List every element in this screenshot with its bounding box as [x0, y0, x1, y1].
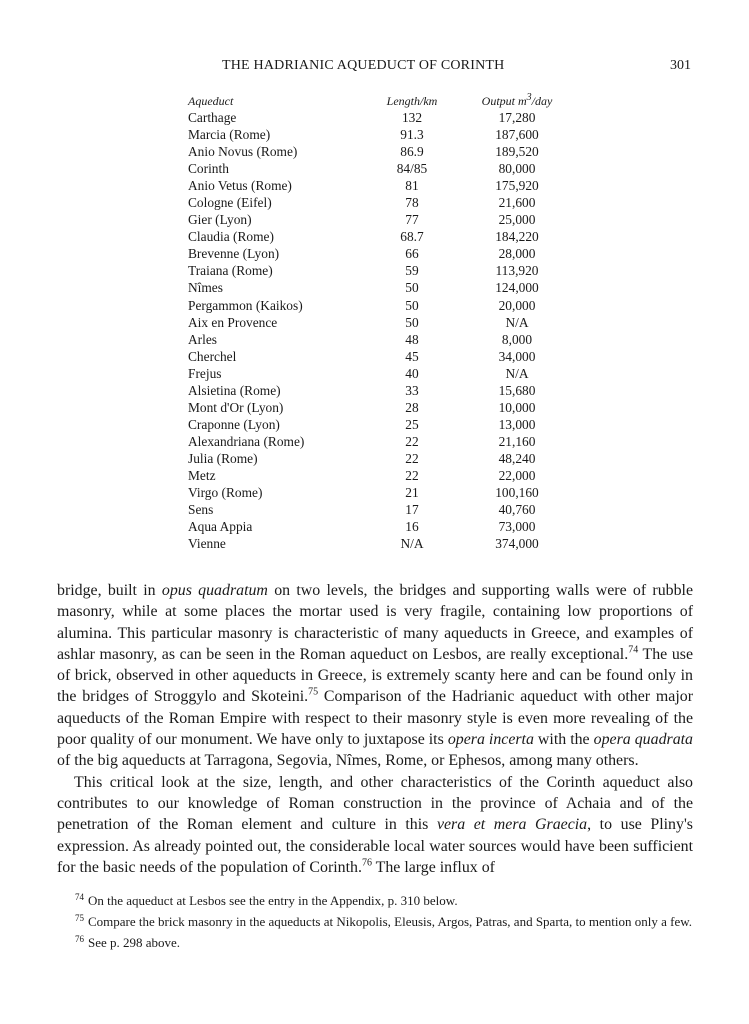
length-cell: 17	[405, 502, 419, 518]
aqueduct-name-cell: Marcia (Rome)	[188, 127, 271, 143]
latin-term: opera incerta	[447, 731, 534, 749]
output-cell: 10,000	[498, 399, 536, 415]
text-run: Comparison of the Hadrianic aqueduct with other major aqueducts of the Roman Empire with respect to their masonry style is even more revealing of the poor quality of our monument. We have only to juxtapose its	[57, 688, 693, 749]
aqueduct-name-cell: Mont d'Or (Lyon)	[188, 399, 284, 415]
table-row	[188, 211, 572, 228]
table-row	[188, 228, 572, 245]
aqueduct-name-cell: Claudia (Rome)	[188, 229, 274, 245]
aqueduct-name-cell: Sens	[188, 502, 214, 518]
table-row	[188, 160, 572, 177]
footnotes	[57, 892, 693, 955]
output-cell: 40,760	[498, 502, 536, 518]
output-cell: 100,160	[495, 485, 539, 501]
output-cell: 17,280	[498, 110, 536, 126]
length-cell: 28	[405, 399, 419, 415]
table-row	[188, 331, 572, 348]
table-row	[188, 399, 572, 416]
output-cell: 187,600	[495, 127, 539, 143]
aqueduct-name-cell: Alexandriana (Rome)	[188, 433, 305, 449]
text-run: This critical look at the size, length, and other characteristics of the Corinth aqueduct also contributes to our knowledge of Roman construction in the province of Achaia and of the penetration of the Roman element and culture in this	[57, 773, 693, 834]
aqueduct-table	[188, 90, 572, 552]
table-row	[188, 450, 572, 467]
output-cell: 25,000	[498, 212, 536, 228]
table-row	[188, 109, 572, 126]
output-cell: N/A	[505, 365, 529, 381]
output-cell: 124,000	[495, 280, 539, 296]
table-row	[188, 262, 572, 279]
length-cell: 68.7	[400, 229, 424, 245]
length-cell: 50	[405, 297, 419, 313]
table-row	[188, 416, 572, 433]
table-row	[188, 194, 572, 211]
table-row	[188, 297, 572, 314]
table-row	[188, 433, 572, 450]
aqueduct-name-cell: Aqua Appia	[188, 519, 253, 535]
latin-term: vera et mera Graecia	[436, 816, 588, 834]
running-title: THE HADRIANIC AQUEDUCT OF CORINTH	[222, 58, 505, 73]
aqueduct-name-cell: Frejus	[188, 365, 222, 381]
length-cell: 33	[405, 382, 419, 398]
aqueduct-name-cell: Cologne (Eifel)	[188, 195, 272, 211]
aqueduct-name-cell: Craponne (Lyon)	[188, 416, 280, 432]
text-run: The large influx of	[371, 858, 495, 876]
table-row	[188, 177, 572, 194]
table-row	[188, 365, 572, 382]
length-cell: N/A	[400, 536, 424, 552]
output-header-exponent: 3	[526, 92, 532, 103]
column-header-length: Length/km	[386, 94, 438, 108]
table-row	[188, 535, 572, 552]
footnote-76	[57, 934, 693, 951]
footnote-74	[57, 892, 693, 909]
table-row	[188, 382, 572, 399]
output-cell: 15,680	[498, 382, 536, 398]
output-header-unit: /day	[531, 94, 553, 108]
paragraph-2	[57, 772, 693, 878]
latin-term: opera quadrata	[593, 731, 693, 749]
aqueduct-name-cell: Julia (Rome)	[188, 450, 258, 466]
length-cell: 40	[405, 365, 419, 381]
length-cell: 50	[405, 280, 419, 296]
footnote-number: 76	[75, 933, 84, 944]
column-header-aqueduct: Aqueduct	[188, 94, 234, 108]
output-cell: 22,000	[498, 468, 536, 483]
aqueduct-name-cell: Aix en Provence	[188, 314, 278, 330]
output-cell: 113,920	[495, 263, 539, 279]
length-cell: 78	[405, 195, 419, 211]
table-row	[188, 279, 572, 296]
aqueduct-name-cell: Vienne	[188, 536, 226, 552]
text-run: The use of brick, observed in other aqueducts in Greece, is extremely scanty here and can be found only in the bridges of Stroggylo and Skoteini.	[57, 645, 693, 706]
text-run: on two levels, the bridges and supporting walls were of rubble masonry, while at some places the mortar used is very fragile, containing low proportions of alumina. This particular masonry is characteristic of many aqueducts in Greece, and examples of ashlar masonry, as can be seen in the Roman aqueduct on Lesbos, are really exceptional.	[57, 582, 694, 663]
table-row	[188, 348, 572, 365]
table-row	[188, 467, 572, 484]
length-cell: 132	[401, 110, 423, 126]
aqueduct-name-cell: Carthage	[188, 110, 237, 126]
footnote-text: On the aqueduct at Lesbos see the entry in the Appendix, p. 310 below.	[88, 893, 458, 908]
footnote-75	[57, 913, 693, 930]
length-cell: 22	[405, 433, 419, 449]
aqueduct-name-cell: Cherchel	[188, 348, 237, 364]
output-cell: 28,000	[498, 246, 536, 262]
paragraph-1	[57, 580, 693, 772]
table-row	[188, 143, 572, 160]
table-row	[188, 518, 572, 535]
body-text	[57, 580, 693, 878]
length-cell: 16	[405, 519, 419, 535]
aqueduct-name-cell: Traiana (Rome)	[188, 263, 273, 279]
output-cell: 184,220	[495, 229, 539, 245]
length-cell: 77	[405, 212, 419, 228]
latin-term: opus quadratum	[161, 582, 268, 599]
aqueduct-name-cell: Gier (Lyon)	[188, 212, 252, 228]
footnote-ref-76[interactable]: 76	[361, 857, 372, 869]
output-header-base: Output m	[481, 94, 527, 108]
table-row	[188, 501, 572, 518]
length-cell: 22	[405, 450, 419, 466]
page-number: 301	[670, 58, 691, 73]
length-cell: 84/85	[396, 161, 428, 177]
output-cell: N/A	[505, 314, 529, 330]
length-cell: 21	[405, 485, 419, 501]
output-cell: 374,000	[495, 536, 539, 552]
column-header-output	[462, 90, 572, 109]
text-run: with the	[533, 731, 594, 749]
output-cell: 34,000	[498, 348, 536, 364]
aqueduct-name-cell: Arles	[188, 331, 218, 347]
output-cell: 175,920	[495, 178, 539, 194]
length-cell: 59	[405, 263, 419, 279]
length-cell: 81	[405, 178, 419, 194]
length-cell: 91.3	[400, 127, 424, 143]
aqueduct-name-cell: Corinth	[188, 161, 229, 177]
table-row	[188, 245, 572, 262]
aqueduct-name-cell: Alsietina (Rome)	[188, 382, 281, 398]
table-body	[188, 109, 572, 552]
length-cell: 22	[405, 468, 419, 483]
footnote-number: 75	[75, 912, 84, 923]
footnote-text: See p. 298 above.	[88, 935, 181, 950]
aqueduct-name-cell: Anio Novus (Rome)	[188, 144, 298, 160]
length-cell: 66	[405, 246, 419, 262]
footnote-text: Compare the brick masonry in the aqueducts at Nikopolis, Eleusis, Argos, Patras, and Sparta, to mention only a few.	[88, 914, 693, 929]
footnote-ref-74[interactable]: 74	[628, 644, 639, 656]
output-cell: 73,000	[498, 519, 536, 535]
table-header-row	[188, 90, 572, 109]
output-cell: 21,160	[498, 433, 536, 449]
table-row	[188, 314, 572, 331]
output-cell: 8,000	[501, 331, 533, 347]
length-cell: 25	[405, 416, 419, 432]
output-cell: 189,520	[495, 144, 539, 160]
length-cell: 45	[405, 348, 419, 364]
output-cell: 13,000	[498, 416, 536, 432]
output-cell: 48,240	[498, 450, 536, 466]
length-cell: 48	[405, 331, 419, 347]
text-run: of the big aqueducts at Tarragona, Segovia, Nîmes, Rome, or Ephesos, among many others.	[57, 752, 639, 770]
aqueduct-name-cell: Pergammon (Kaikos)	[188, 297, 303, 313]
output-cell: 20,000	[498, 297, 536, 313]
aqueduct-name-cell: Anio Vetus (Rome)	[188, 178, 292, 194]
length-cell: 86.9	[400, 144, 424, 160]
aqueduct-name-cell: Brevenne (Lyon)	[188, 246, 280, 262]
output-cell: 21,600	[498, 195, 536, 211]
aqueduct-name-cell: Metz	[188, 468, 216, 483]
output-cell: 80,000	[498, 161, 536, 177]
text-run: bridge, built in	[57, 582, 162, 599]
length-cell: 50	[405, 314, 419, 330]
text-run: , to use Pliny's expression. As already pointed out, the considerable local water sources would have been sufficient for the basic needs of the population of Corinth.	[57, 816, 693, 876]
footnote-ref-75[interactable]: 75	[308, 687, 319, 699]
aqueduct-name-cell: Virgo (Rome)	[188, 485, 263, 501]
footnote-number: 74	[75, 891, 84, 902]
table-row	[188, 126, 572, 143]
table-row	[188, 484, 572, 501]
aqueduct-name-cell: Nîmes	[188, 280, 223, 296]
